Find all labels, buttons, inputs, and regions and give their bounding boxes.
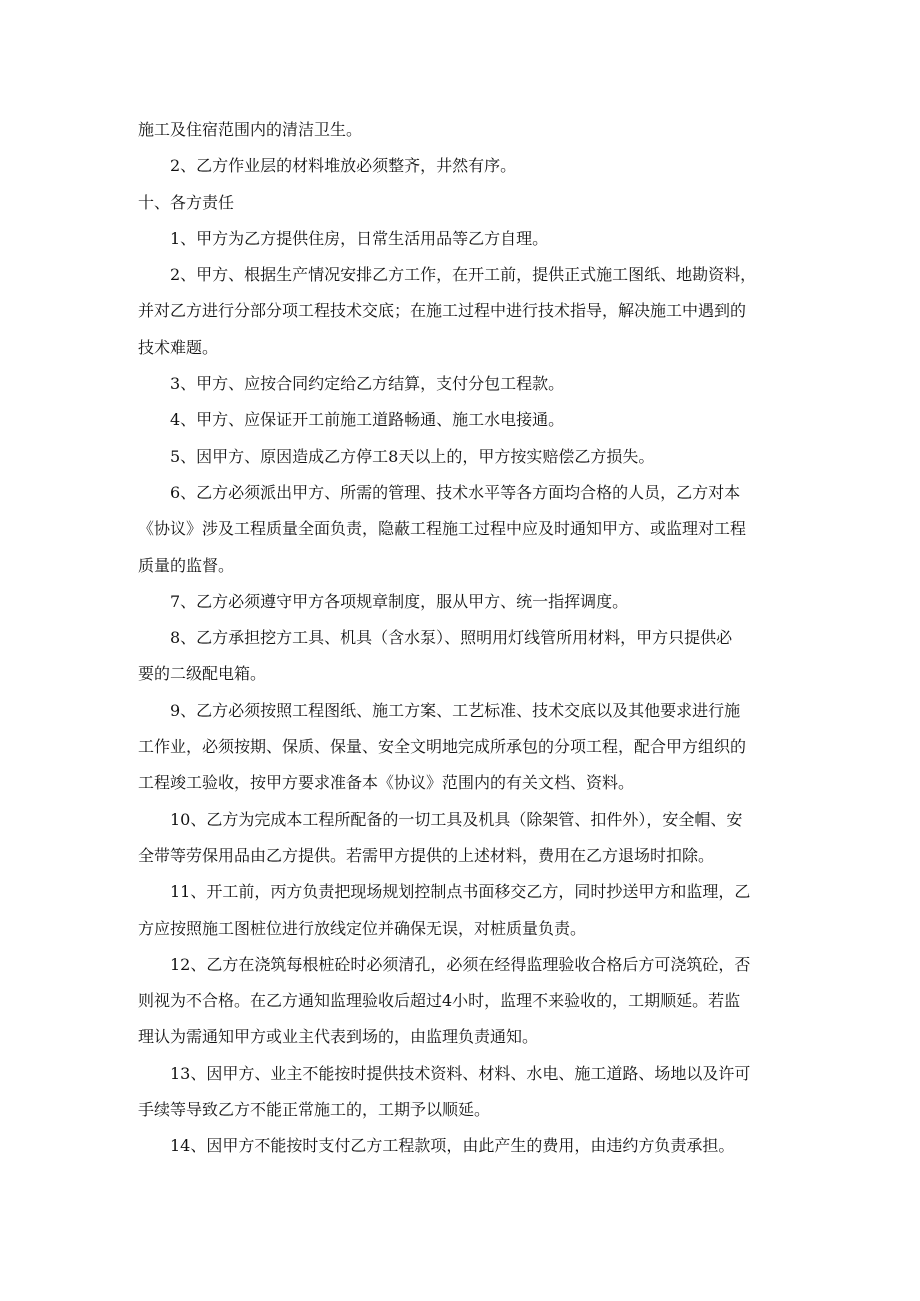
text-line: 2、乙方作业层的材料堆放必须整齐，井然有序。 xyxy=(170,156,517,176)
clause-11 xyxy=(138,874,788,947)
text-line: 技术难题。 xyxy=(138,337,219,357)
text-line: 12、乙方在浇筑每根桩砼时必须清孔，必须在经得监理验收合格后方可浇筑砼，否 xyxy=(170,954,751,974)
text-line: 施工及住宿范围内的清洁卫生。 xyxy=(138,120,363,139)
text-line: 要的二级配电箱。 xyxy=(138,664,267,684)
text-line: 11、开工前，丙方负责把现场规划控制点书面移交乙方，同时抄送甲方和监理，乙 xyxy=(170,882,751,902)
clause-13 xyxy=(138,1056,788,1129)
text-line: 14、因甲方不能按时支付乙方工程款项，由此产生的费用，由违约方负责承担。 xyxy=(170,1136,735,1156)
section-heading-responsibilities xyxy=(138,185,788,221)
document-body xyxy=(138,112,788,1165)
clause-12 xyxy=(138,947,788,1056)
clause-9 xyxy=(138,693,788,802)
text-line: 8、乙方承担挖方工具、机具（含水泵）、照明用灯线管所用材料，甲方只提供必 xyxy=(170,628,733,648)
text-line: 13、因甲方、业主不能按时提供技术资料、材料、水电、施工道路、场地以及许可 xyxy=(170,1063,751,1083)
text-line: 质量的监督。 xyxy=(138,555,235,575)
text-line: 《协议》涉及工程质量全面负责，隐蔽工程施工过程中应及时通知甲方、或监理对工程 xyxy=(138,519,747,539)
text-line: 方应按照施工图桩位进行放线定位并确保无误，对桩质量负责。 xyxy=(138,918,587,938)
text-line: 4、甲方、应保证开工前施工道路畅通、施工水电接通。 xyxy=(170,410,565,430)
clause-4 xyxy=(138,402,788,438)
text-line: 6、乙方必须派出甲方、所需的管理、技术水平等各方面均合格的人员，乙方对本 xyxy=(170,482,741,502)
clause-2 xyxy=(138,257,788,366)
text-line: 并对乙方进行分部分项工程技术交底；在施工过程中进行技术指导，解决施工中遇到的 xyxy=(138,301,747,321)
clause-1 xyxy=(138,221,788,257)
text-line: 理认为需通知甲方或业主代表到场的，由监理负责通知。 xyxy=(138,1027,539,1047)
text-line: 7、乙方必须遵守甲方各项规章制度，服从甲方、统一指挥调度。 xyxy=(170,591,629,611)
paragraph-cleanliness-continued xyxy=(138,112,788,148)
clause-7 xyxy=(138,584,788,620)
text-line: 10、乙方为完成本工程所配备的一切工具及机具（除架管、扣件外），安全帽、安 xyxy=(170,809,743,829)
text-line: 2、甲方、根据生产情况安排乙方工作，在开工前，提供正式施工图纸、地勘资料， xyxy=(170,265,757,285)
text-line: 手续等导致乙方不能正常施工的，工期予以顺延。 xyxy=(138,1100,491,1120)
text-line: 9、乙方必须按照工程图纸、施工方案、工艺标准、技术交底以及其他要求进行施 xyxy=(170,700,741,720)
text-line: 5、因甲方、原因造成乙方停工8天以上的，甲方按实赔偿乙方损失。 xyxy=(170,446,655,466)
text-line: 全带等劳保用品由乙方提供。若需甲方提供的上述材料，费用在乙方退场时扣除。 xyxy=(138,845,715,865)
clause-8 xyxy=(138,620,788,693)
clause-14 xyxy=(138,1128,788,1164)
clause-3 xyxy=(138,366,788,402)
text-line: 3、甲方、应按合同约定给乙方结算，支付分包工程款。 xyxy=(170,374,565,394)
text-line: 工作业，必须按期、保质、保量、安全文明地完成所承包的分项工程，配合甲方组织的 xyxy=(138,737,747,757)
paragraph-material-stacking xyxy=(138,148,788,184)
clause-6 xyxy=(138,475,788,584)
text-line: 工程竣工验收，按甲方要求准备本《协议》范围内的有关文档、资料。 xyxy=(138,773,635,793)
clause-5 xyxy=(138,439,788,475)
text-line: 1、甲方为乙方提供住房，日常生活用品等乙方自理。 xyxy=(170,228,549,248)
text-line: 则视为不合格。在乙方通知监理验收后超过4小时，监理不来验收的，工期顺延。若监 xyxy=(138,991,741,1011)
clause-10 xyxy=(138,802,788,875)
section-heading: 十、各方责任 xyxy=(138,192,235,212)
